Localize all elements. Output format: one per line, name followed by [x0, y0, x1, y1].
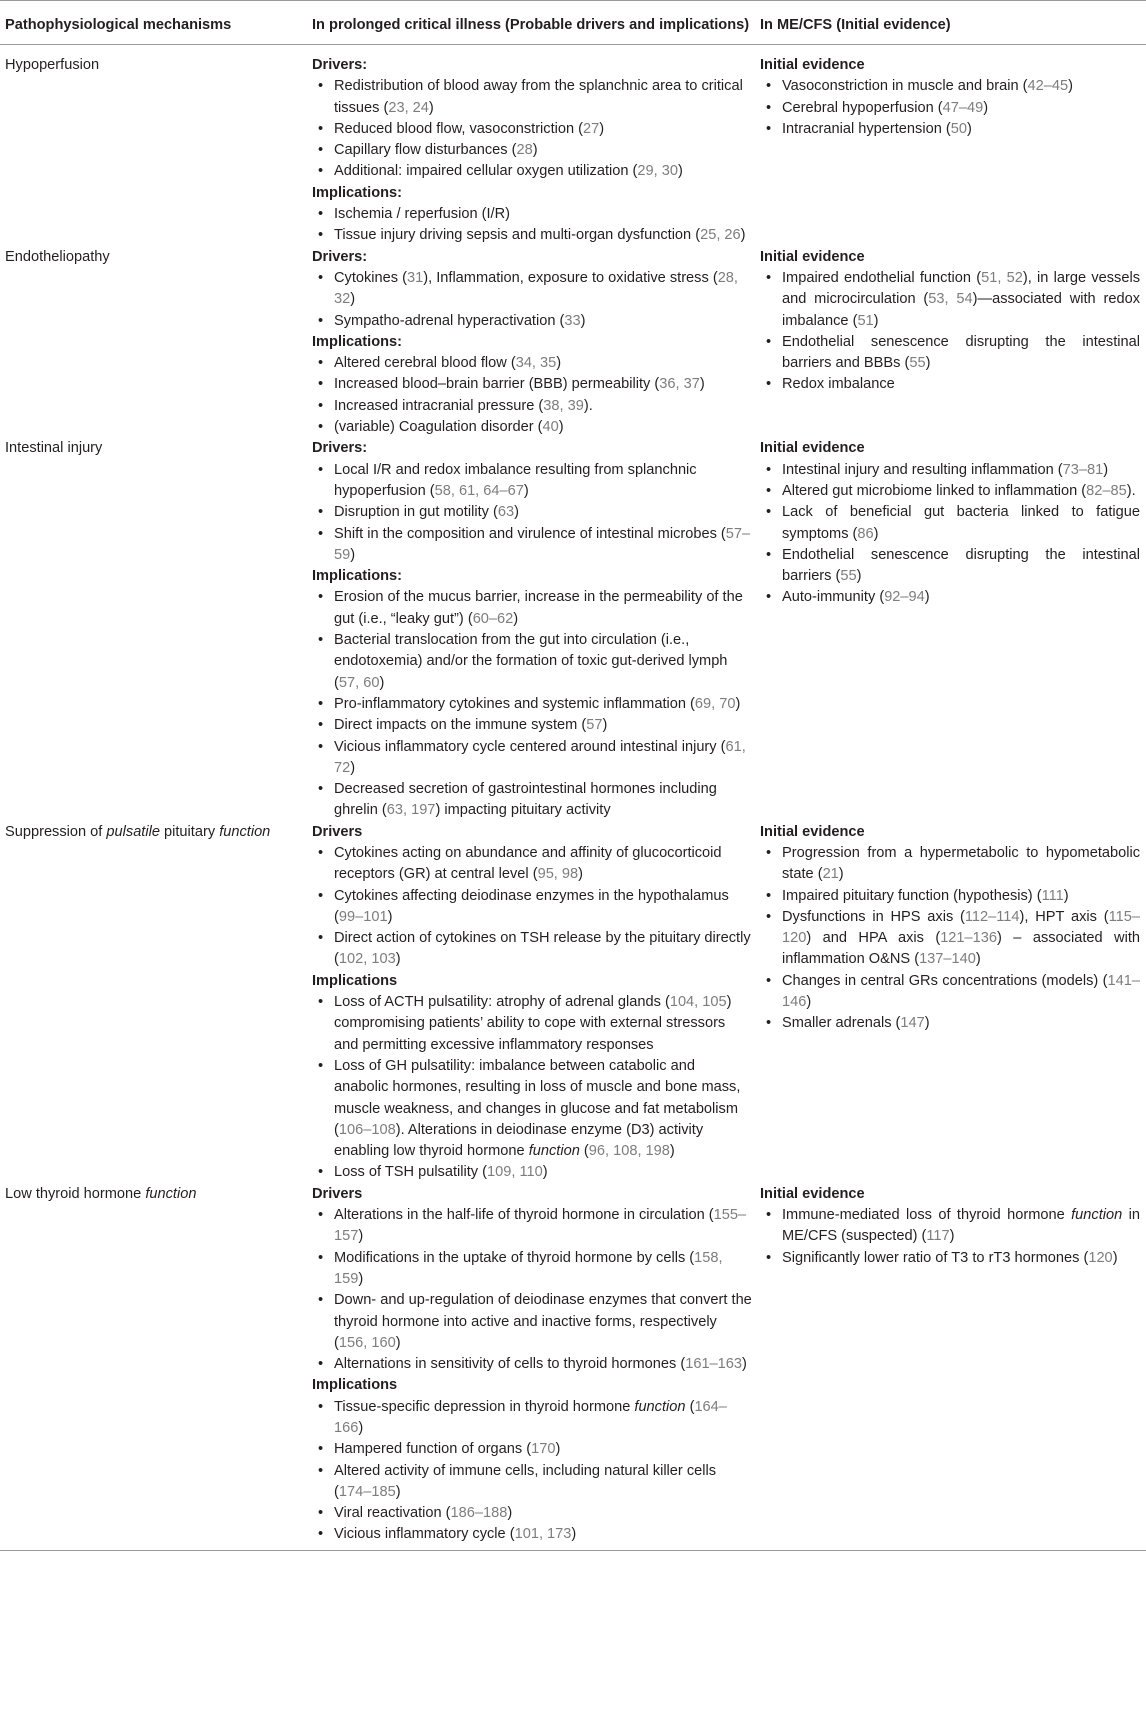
- citation-ref[interactable]: 101, 173: [514, 1526, 572, 1543]
- citation-ref[interactable]: 51: [857, 312, 874, 329]
- citation-ref[interactable]: 73–81: [1062, 461, 1104, 478]
- citation-ref[interactable]: 33: [564, 312, 581, 329]
- citation-ref[interactable]: 47–49: [942, 99, 984, 116]
- list-item: • Loss of GH pulsatility: imbalance between catabolic and anabolic hormones, resulting in loss of muscle and bone mass, muscle weakness, and changes in glucose and fat metabolism (106–108). Alterations in deiodinase enzyme (D3) activity enabling low thyroid hormone function (96, 108, 198): [312, 1056, 752, 1162]
- list-item: • Changes in central GRs concentrations (models) (141–146): [760, 971, 1140, 1014]
- citation-ref[interactable]: 38, 39: [543, 397, 584, 414]
- critical-illness-cell: [312, 55, 760, 247]
- mecfs-section-label: Initial evidence: [760, 823, 865, 840]
- list-item: • Alterations in the half-life of thyroid hormone in circulation (155–157): [312, 1205, 752, 1248]
- citation-ref[interactable]: 186–188: [450, 1505, 508, 1522]
- mechanism-cell: Endotheliopathy: [5, 248, 110, 265]
- list-item: • Disruption in gut motility (63): [312, 502, 752, 523]
- citation-ref[interactable]: 29, 30: [637, 163, 678, 180]
- critical-illness-cell: [312, 247, 760, 439]
- citation-ref[interactable]: 53, 54: [928, 291, 973, 308]
- citation-ref[interactable]: 69, 70: [694, 695, 736, 712]
- list-item: • Smaller adrenals (147): [760, 1013, 1140, 1034]
- list-item: • Ischemia / reperfusion (I/R): [312, 204, 752, 225]
- table-bottom-rule: [0, 1550, 1146, 1551]
- list-item: • Capillary flow disturbances (28): [312, 140, 752, 161]
- mecfs-bullet-list: [760, 1205, 1140, 1269]
- list-item: • Impaired pituitary function (hypothesis) (111): [760, 886, 1140, 907]
- critical-bullet-list: [312, 268, 752, 332]
- critical-section-label: Implications: [312, 972, 398, 989]
- citation-ref[interactable]: 28: [516, 142, 533, 159]
- list-item: • Altered activity of immune cells, including natural killer cells (174–185): [312, 1461, 752, 1504]
- list-item: • Impaired endothelial function (51, 52), in large vessels and microcirculation (53, 54)—associated with redox imbalance (51): [760, 268, 1140, 332]
- list-item: • Immune-mediated loss of thyroid hormone function in ME/CFS (suspected) (117): [760, 1205, 1140, 1248]
- citation-ref[interactable]: 96, 108, 198: [588, 1143, 670, 1160]
- table-header-row: [0, 1, 1146, 45]
- list-item: • Loss of ACTH pulsatility: atrophy of adrenal glands (104, 105) compromising patients’ ability to cope with external stressors and permitting excessive inflammatory responses: [312, 992, 752, 1056]
- critical-section-label: Implications: [312, 1377, 398, 1394]
- citation-ref[interactable]: 112–114: [964, 908, 1020, 925]
- mecfs-cell: [760, 1184, 1146, 1546]
- list-item: • Lack of beneficial gut bacteria linked to fatigue symptoms (86): [760, 502, 1140, 545]
- citation-ref[interactable]: 106–108: [338, 1121, 396, 1138]
- citation-ref[interactable]: 55: [909, 355, 926, 372]
- list-item: • Additional: impaired cellular oxygen utilization (29, 30): [312, 161, 752, 182]
- citation-ref[interactable]: 161–163: [685, 1356, 743, 1373]
- list-item: • Endothelial senescence disrupting the intestinal barriers and BBBs (55): [760, 332, 1140, 375]
- critical-section-label: Drivers:: [312, 57, 368, 73]
- list-item: • Intestinal injury and resulting inflammation (73–81): [760, 460, 1140, 481]
- mecfs-section-label: Initial evidence: [760, 248, 865, 265]
- citation-ref[interactable]: 117: [926, 1228, 950, 1245]
- list-item: • (variable) Coagulation disorder (40): [312, 417, 752, 438]
- mechanism-cell: Hypoperfusion: [5, 57, 100, 73]
- table-body: [0, 45, 1146, 1546]
- mecfs-bullet-list: [760, 268, 1140, 396]
- critical-section-label: Implications:: [312, 568, 403, 585]
- citation-ref[interactable]: 156, 160: [338, 1334, 396, 1351]
- citation-ref[interactable]: 57, 60: [338, 674, 380, 691]
- citation-ref[interactable]: 115–120: [782, 908, 1140, 947]
- citation-ref[interactable]: 21: [822, 866, 839, 883]
- citation-ref[interactable]: 28, 32: [334, 269, 738, 308]
- citation-ref[interactable]: 137–140: [919, 951, 976, 968]
- critical-bullet-list: [312, 204, 752, 247]
- list-item: • Altered gut microbiome linked to inflammation (82–85).: [760, 481, 1140, 502]
- list-item: • Pro-inflammatory cytokines and systemic inflammation (69, 70): [312, 694, 752, 715]
- citation-ref[interactable]: 109, 110: [487, 1164, 543, 1181]
- list-item: • Erosion of the mucus barrier, increase in the permeability of the gut (i.e., “leaky gut”) (60–62): [312, 587, 752, 630]
- critical-section-label: Drivers:: [312, 248, 368, 265]
- citation-ref[interactable]: 27: [583, 120, 600, 137]
- mechanism-cell: Suppression of pulsatile pituitary function: [5, 823, 271, 840]
- list-item: • Dysfunctions in HPS axis (112–114), HPT axis (115–120) and HPA axis (121–136) – associated with inflammation O&NS (137–140): [760, 907, 1140, 971]
- citation-ref[interactable]: 155–157: [334, 1207, 747, 1245]
- critical-section-label: Implications:: [312, 333, 403, 350]
- critical-section-label: Drivers:: [312, 440, 368, 457]
- header-critical-illness: In prolonged critical illness (Probable drivers and implications): [312, 17, 750, 33]
- table-row: [0, 1184, 1146, 1546]
- header-mechanisms: Pathophysiological mechanisms: [5, 17, 232, 33]
- citation-ref[interactable]: 63, 197: [386, 802, 436, 819]
- list-item: • Local I/R and redox imbalance resulting from splanchnic hypoperfusion (58, 61, 64–67): [312, 460, 752, 503]
- citation-ref[interactable]: 42–45: [1027, 78, 1069, 95]
- citation-ref[interactable]: 170: [531, 1441, 556, 1458]
- list-item: • Endothelial senescence disrupting the intestinal barriers (55): [760, 545, 1140, 588]
- citation-ref[interactable]: 111: [1041, 887, 1064, 904]
- list-item: • Cerebral hypoperfusion (47–49): [760, 98, 1140, 119]
- list-item: • Cytokines acting on abundance and affinity of glucocorticoid receptors (GR) at central level (95, 98): [312, 843, 752, 886]
- citation-ref[interactable]: 95, 98: [537, 866, 579, 883]
- mecfs-bullet-list: [760, 460, 1140, 609]
- citation-ref[interactable]: 158, 159: [334, 1249, 723, 1287]
- list-item: • Cytokines affecting deiodinase enzymes in the hypothalamus (99–101): [312, 886, 752, 929]
- citation-ref[interactable]: 57: [586, 717, 603, 734]
- citation-ref[interactable]: 55: [840, 568, 857, 585]
- citation-ref[interactable]: 50: [950, 120, 967, 137]
- citation-ref[interactable]: 82–85: [1086, 482, 1127, 499]
- list-item: • Tissue injury driving sepsis and multi-organ dysfunction (25, 26): [312, 225, 752, 246]
- critical-section-label: Drivers: [312, 1185, 363, 1202]
- mecfs-bullet-list: [760, 76, 1140, 140]
- list-item: • Direct impacts on the immune system (57): [312, 715, 752, 736]
- critical-bullet-list: [312, 843, 752, 971]
- citation-ref[interactable]: 23, 24: [388, 99, 429, 116]
- citation-ref[interactable]: 31: [407, 269, 424, 286]
- citation-ref[interactable]: 147: [900, 1015, 925, 1032]
- table-row: [0, 247, 1146, 439]
- citation-ref[interactable]: 104, 105: [669, 994, 727, 1011]
- citation-ref[interactable]: 141–146: [782, 972, 1140, 1011]
- list-item: • Direct action of cytokines on TSH release by the pituitary directly (102, 103): [312, 928, 752, 971]
- list-item: • Significantly lower ratio of T3 to rT3 hormones (120): [760, 1248, 1140, 1269]
- citation-ref[interactable]: 58, 61, 64–67: [434, 482, 524, 499]
- citation-ref[interactable]: 164–166: [334, 1398, 727, 1436]
- critical-illness-cell: [312, 438, 760, 821]
- table-row: [0, 822, 1146, 1184]
- list-item: • Sympatho-adrenal hyperactivation (33): [312, 311, 752, 332]
- critical-illness-cell: [312, 1184, 760, 1546]
- list-item: • Vicious inflammatory cycle centered around intestinal injury (61, 72): [312, 737, 752, 780]
- citation-ref[interactable]: 121–136: [940, 930, 998, 947]
- list-item: • Vicious inflammatory cycle (101, 173): [312, 1524, 752, 1545]
- mecfs-cell: [760, 438, 1146, 821]
- critical-section-label: Implications:: [312, 184, 403, 201]
- citation-ref[interactable]: 60–62: [472, 610, 514, 627]
- critical-section-label: Drivers: [312, 823, 363, 840]
- citation-ref[interactable]: 63: [497, 504, 515, 521]
- list-item: • Cytokines (31), Inflammation, exposure to oxidative stress (28, 32): [312, 268, 752, 311]
- critical-bullet-list: [312, 992, 752, 1184]
- list-item: • Shift in the composition and virulence of intestinal microbes (57–59): [312, 524, 752, 567]
- citation-ref[interactable]: 99–101: [338, 908, 388, 925]
- mecfs-cell: [760, 247, 1146, 439]
- citation-ref[interactable]: 40: [542, 419, 559, 436]
- list-item: • Altered cerebral blood flow (34, 35): [312, 353, 752, 374]
- citation-ref[interactable]: 120: [1088, 1249, 1113, 1266]
- list-item: • Vasoconstriction in muscle and brain (42–45): [760, 76, 1140, 97]
- citation-ref[interactable]: 86: [857, 525, 874, 542]
- list-item: • Modifications in the uptake of thyroid hormone by cells (158, 159): [312, 1248, 752, 1291]
- critical-bullet-list: [312, 76, 752, 182]
- list-item: • Viral reactivation (186–188): [312, 1503, 752, 1524]
- critical-bullet-list: [312, 1397, 752, 1546]
- table-row: [0, 438, 1146, 821]
- list-item: • Auto-immunity (92–94): [760, 587, 1140, 608]
- critical-bullet-list: [312, 1205, 752, 1375]
- list-item: • Intracranial hypertension (50): [760, 119, 1140, 140]
- critical-bullet-list: [312, 587, 752, 821]
- critical-illness-cell: [312, 822, 760, 1184]
- mecfs-section-label: Initial evidence: [760, 440, 865, 457]
- list-item: • Decreased secretion of gastrointestinal hormones including ghrelin (63, 197) impacting pituitary activity: [312, 779, 752, 822]
- citation-ref[interactable]: 34, 35: [515, 355, 557, 372]
- mecfs-cell: [760, 822, 1146, 1184]
- list-item: • Down- and up-regulation of deiodinase enzymes that convert the thyroid hormone into active and inactive forms, respectively (156, 160): [312, 1290, 752, 1354]
- mechanism-cell: Intestinal injury: [5, 440, 103, 457]
- list-item: • Redox imbalance: [760, 374, 1140, 395]
- citation-ref[interactable]: 57–59: [334, 525, 751, 563]
- list-item: • Increased intracranial pressure (38, 39).: [312, 396, 752, 417]
- citation-ref[interactable]: 61, 72: [334, 738, 746, 776]
- table-row: [0, 45, 1146, 247]
- critical-bullet-list: [312, 460, 752, 566]
- list-item: • Loss of TSH pulsatility (109, 110): [312, 1162, 752, 1183]
- citation-ref[interactable]: 102, 103: [338, 951, 396, 968]
- list-item: • Tissue-specific depression in thyroid hormone function (164–166): [312, 1397, 752, 1440]
- citation-ref[interactable]: 25, 26: [700, 227, 741, 244]
- citation-ref[interactable]: 51, 52: [981, 269, 1023, 286]
- citation-ref[interactable]: 174–185: [338, 1483, 396, 1500]
- list-item: • Redistribution of blood away from the splanchnic area to critical tissues (23, 24): [312, 76, 752, 119]
- header-mecfs: In ME/CFS (Initial evidence): [760, 17, 951, 33]
- critical-bullet-list: [312, 353, 752, 438]
- list-item: • Reduced blood flow, vasoconstriction (27): [312, 119, 752, 140]
- list-item: • Alternations in sensitivity of cells to thyroid hormones (161–163): [312, 1354, 752, 1375]
- list-item: • Progression from a hypermetabolic to hypometabolic state (21): [760, 843, 1140, 886]
- list-item: • Hampered function of organs (170): [312, 1439, 752, 1460]
- mechanism-cell: Low thyroid hormone function: [5, 1185, 197, 1202]
- citation-ref[interactable]: 92–94: [884, 589, 925, 606]
- citation-ref[interactable]: 36, 37: [659, 376, 700, 393]
- mecfs-section-label: Initial evidence: [760, 57, 865, 73]
- mecfs-section-label: Initial evidence: [760, 1185, 865, 1202]
- mecfs-bullet-list: [760, 843, 1140, 1035]
- mecfs-cell: [760, 55, 1146, 247]
- list-item: • Increased blood–brain barrier (BBB) permeability (36, 37): [312, 374, 752, 395]
- list-item: • Bacterial translocation from the gut into circulation (i.e., endotoxemia) and/or the formation of toxic gut-derived lymph (57, 60): [312, 630, 752, 694]
